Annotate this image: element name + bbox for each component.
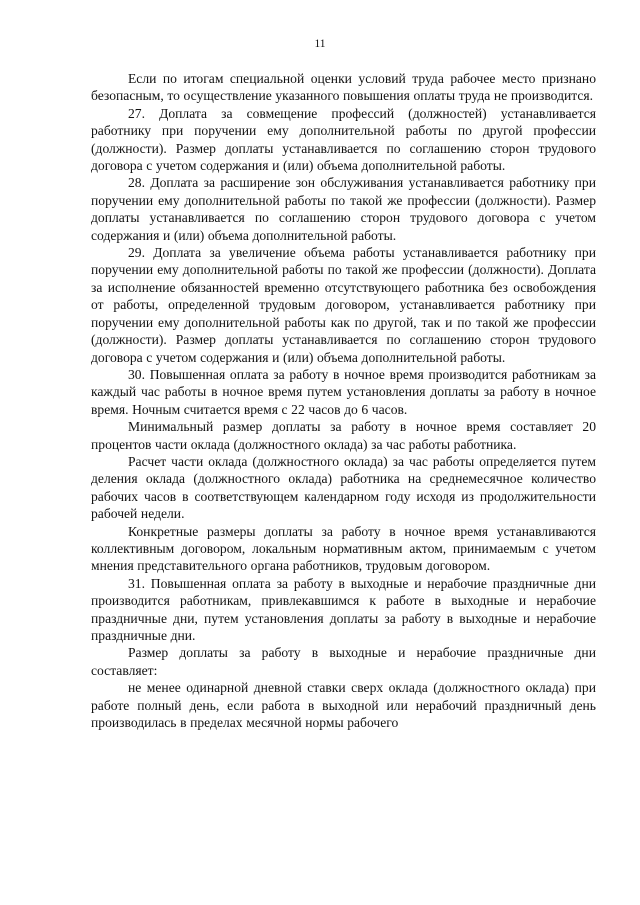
document-body — [91, 70, 596, 731]
paragraph-28-service-zones: 28. Доплата за расширение зон обслуживания устанавливается работнику при поручении ему дополнительной работы по такой же профессии (должности). Размер доплаты устанавливается по соглашению сторон трудового договора с учетом содержания и (или) объема дополнительной работы. — [91, 175, 596, 243]
paragraph-night-minimum: Минимальный размер доплаты за работу в ночное время составляет 20 процентов части оклада (должностного оклада) за час работы работника. — [91, 419, 596, 452]
paragraph-31-weekend-work: 31. Повышенная оплата за работу в выходные и нерабочие праздничные дни производится работникам, привлекавшимся к работе в выходные и нерабочие праздничные дни, путем установления доплаты за работу в выходные и нерабочие праздничные дни. — [91, 575, 596, 643]
paragraph-safe-workplace: Если по итогам специальной оценки условий труда рабочее место признано безопасным, то осуществление указанного повышения оплаты труда не производится. — [91, 71, 596, 104]
paragraph-hourly-calculation: Расчет части оклада (должностного оклада) за час работы определяется путем деления оклада (должностного оклада) работника на среднемесячное количество рабочих часов в соответствующем календарном году исходя из продолжительности рабочей недели. — [91, 453, 596, 522]
paragraph-27-combining-professions: 27. Доплата за совмещение профессий (должностей) устанавливается работнику при поручении ему дополнительной работы по другой профессии (должности). Размер доплаты устанавливается по соглашению сторон трудового договора с учетом содержания и (или) объема дополнительной работы. — [91, 105, 596, 174]
paragraph-30-night-work: 30. Повышенная оплата за работу в ночное время производится работникам за каждый час работы в ночное время путем установления доплаты за работу в ночное время. Ночным считается время с 22 часов до 6 часов. — [91, 366, 596, 417]
paragraph-29-work-volume: 29. Доплата за увеличение объема работы устанавливается работнику при поручении ему дополнительной работы по такой же профессии (должности). Доплата за исполнение обязанностей временно отсутствующего работника без освобождения от работы, определенной трудовым договором, устанавливается работнику при поручении ему дополнительной работы как по другой, так и по такой же профессии (должности). Размер доплаты устанавливается по соглашению сторон трудового договора с учетом содержания и (или) объема дополнительной работы. — [91, 245, 596, 365]
page-number: 11 — [314, 38, 326, 50]
paragraph-weekend-amount: Размер доплаты за работу в выходные и нерабочие праздничные дни составляет: — [91, 645, 596, 678]
paragraph-specific-amounts: Конкретные размеры доплаты за работу в ночное время устанавливаются коллективным договором, локальным нормативным актом, принимаемым с учетом мнения представительного органа работников, трудовым договором. — [91, 523, 596, 574]
paragraph-single-daily-rate: не менее одинарной дневной ставки сверх оклада (должностного оклада) при работе полный день, если работа в выходной или нерабочий праздничный день производилась в пределах месячной нормы рабочего — [91, 680, 596, 731]
